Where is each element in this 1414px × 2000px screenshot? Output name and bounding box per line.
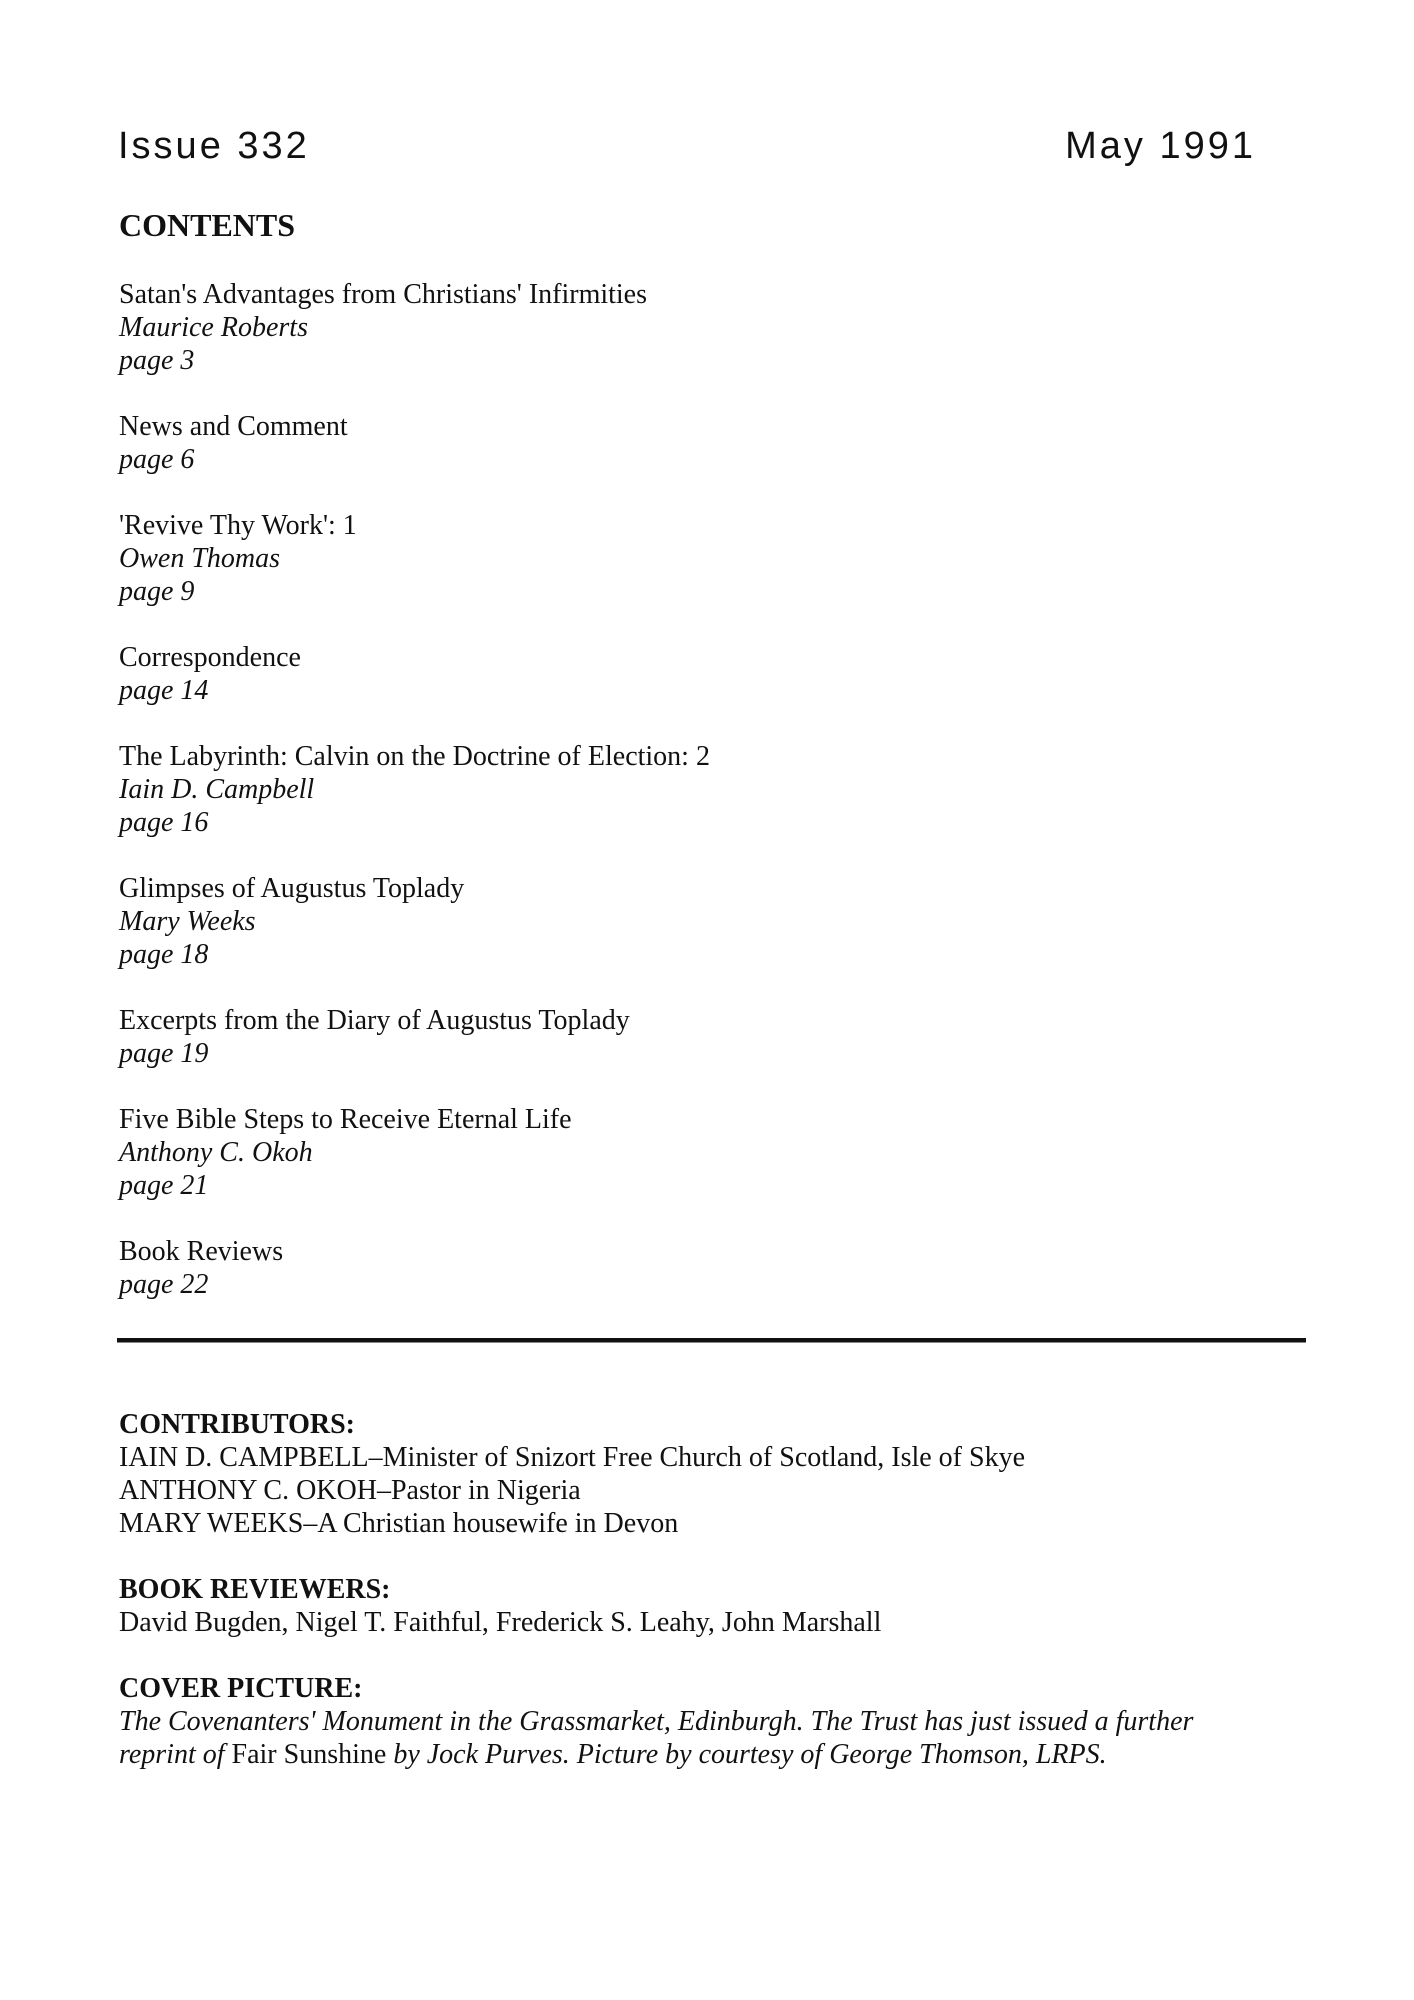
cover-picture-section [119,1672,1299,1771]
toc-entry-page: page 9 [119,576,195,607]
toc-entry-page: page 19 [119,1038,209,1069]
toc-entry[interactable] [119,509,1219,608]
issue-date: May 1991 [1065,125,1256,167]
toc-entry-title[interactable]: The Labyrinth: Calvin on the Doctrine of Election: 2 [119,741,710,772]
toc-entry-title[interactable]: Correspondence [119,642,301,673]
toc-entry-title[interactable]: Satan's Advantages from Christians' Infirmities [119,279,648,310]
toc-entry-page: page 14 [119,675,209,706]
contributor-line: IAIN D. CAMPBELL–Minister of Snizort Free Church of Scotland, Isle of Skye [119,1442,1025,1473]
toc-entry-page: page 6 [119,444,195,475]
contributor-line: ANTHONY C. OKOH–Pastor in Nigeria [119,1475,581,1506]
caption-suffix: by Jock Purves. Picture by courtesy of George Thomson, LRPS. [386,1739,1107,1770]
toc-entry-title[interactable]: Glimpses of Augustus Toplady [119,873,465,904]
cover-picture-heading: COVER PICTURE: [119,1673,363,1704]
toc-entry[interactable] [119,1235,1219,1301]
caption-prefix: reprint of [119,1739,232,1770]
toc-entry-author: Mary Weeks [119,906,256,937]
toc-entry[interactable] [119,872,1219,971]
contents-heading: CONTENTS [119,207,296,243]
toc-entry[interactable] [119,278,1219,377]
toc-entry-author: Iain D. Campbell [119,774,315,805]
toc-entry[interactable] [119,740,1219,839]
cover-picture-caption-line-1: The Covenanters' Monument in the Grassmarket, Edinburgh. The Trust has just issued a further [119,1706,1194,1737]
toc-entry-page: page 21 [119,1170,209,1201]
contributors-section [119,1408,1299,1540]
toc-entry-page: page 16 [119,807,209,838]
toc-entry-author: Anthony C. Okoh [119,1137,313,1168]
toc-entry-author: Owen Thomas [119,543,281,574]
table-of-contents [119,278,1219,1334]
book-reviewers-names: David Bugden, Nigel T. Faithful, Frederick S. Leahy, John Marshall [119,1607,882,1638]
book-reviewers-section [119,1573,1299,1639]
toc-entry[interactable] [119,410,1219,476]
toc-entry[interactable] [119,1004,1219,1070]
toc-entry-title[interactable]: News and Comment [119,411,348,442]
book-reviewers-heading: BOOK REVIEWERS: [119,1574,391,1605]
credits-section [119,1408,1299,1804]
contributors-heading: CONTRIBUTORS: [119,1409,355,1440]
toc-entry-page: page 18 [119,939,209,970]
toc-entry-title[interactable]: Five Bible Steps to Receive Eternal Life [119,1104,572,1135]
toc-entry[interactable] [119,641,1219,707]
contributor-line: MARY WEEKS–A Christian housewife in Devon [119,1508,679,1539]
toc-entry-author: Maurice Roberts [119,312,308,343]
toc-entry-title[interactable]: Book Reviews [119,1236,284,1267]
issue-number: Issue 332 [118,125,310,167]
toc-entry-title[interactable]: Excerpts from the Diary of Augustus Toplady [119,1005,630,1036]
toc-entry-page: page 3 [119,345,195,376]
toc-entry[interactable] [119,1103,1219,1202]
cover-picture-caption-line-2 [119,1738,1299,1771]
section-divider [117,1338,1306,1343]
toc-entry-title[interactable]: 'Revive Thy Work': 1 [119,510,357,541]
book-title: Fair Sunshine [231,1739,387,1770]
toc-entry-page: page 22 [119,1269,209,1300]
